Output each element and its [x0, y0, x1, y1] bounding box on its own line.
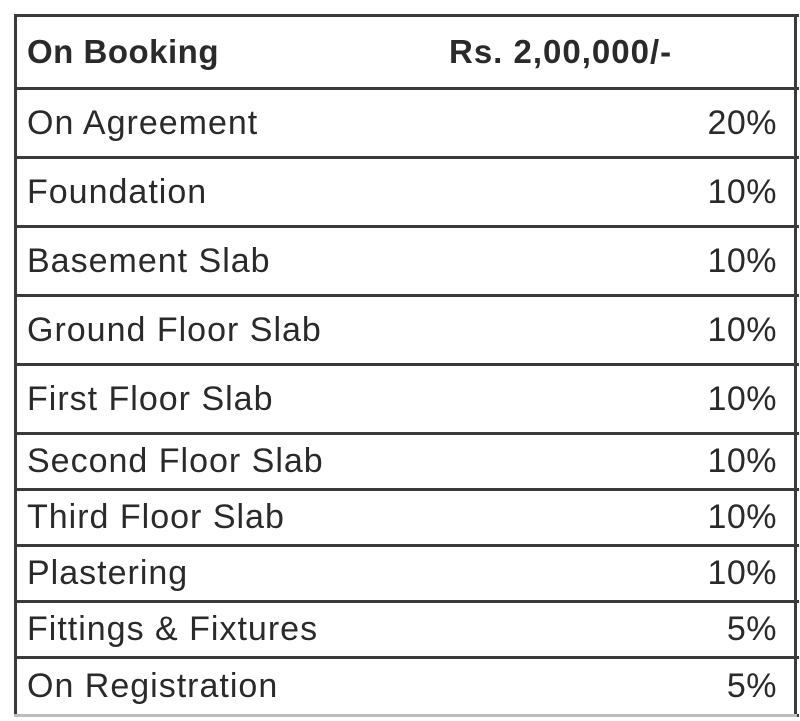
- row-value: 10%: [707, 310, 777, 349]
- row-value: 5%: [726, 667, 777, 705]
- table-row: [17, 603, 799, 659]
- payment-schedule-table: [14, 14, 799, 717]
- row-value: 5%: [726, 610, 777, 648]
- row-label: Plastering: [27, 554, 189, 592]
- row-value: 20%: [707, 103, 777, 142]
- row-value: 10%: [707, 379, 777, 418]
- header-label: On Booking: [27, 33, 219, 70]
- row-value: 10%: [707, 442, 777, 480]
- row-value: 10%: [707, 241, 777, 280]
- row-label: Second Floor Slab: [27, 442, 324, 480]
- row-value: 10%: [707, 554, 777, 592]
- table-row: [17, 491, 799, 547]
- row-label: On Agreement: [27, 103, 259, 142]
- row-value: 10%: [707, 172, 777, 211]
- row-label: Ground Floor Slab: [27, 310, 322, 349]
- table-row: [17, 366, 799, 435]
- row-label: On Registration: [27, 667, 279, 705]
- table-row: [17, 659, 799, 717]
- table-row: [17, 228, 799, 297]
- row-label: Third Floor Slab: [27, 498, 285, 536]
- table-bottom-shadow: [14, 714, 797, 717]
- row-label: Foundation: [27, 172, 208, 211]
- row-label: First Floor Slab: [27, 379, 274, 418]
- table-header-row: [17, 17, 799, 90]
- table-row: [17, 547, 799, 603]
- header-value: Rs. 2,00,000/-: [449, 33, 673, 70]
- table-row: [17, 159, 799, 228]
- row-label: Basement Slab: [27, 241, 271, 280]
- table-row: [17, 435, 799, 491]
- row-label: Fittings & Fixtures: [27, 610, 319, 648]
- table-row: [17, 90, 799, 159]
- table-row: [17, 297, 799, 366]
- row-value: 10%: [707, 498, 777, 536]
- table-right-border: [794, 14, 797, 714]
